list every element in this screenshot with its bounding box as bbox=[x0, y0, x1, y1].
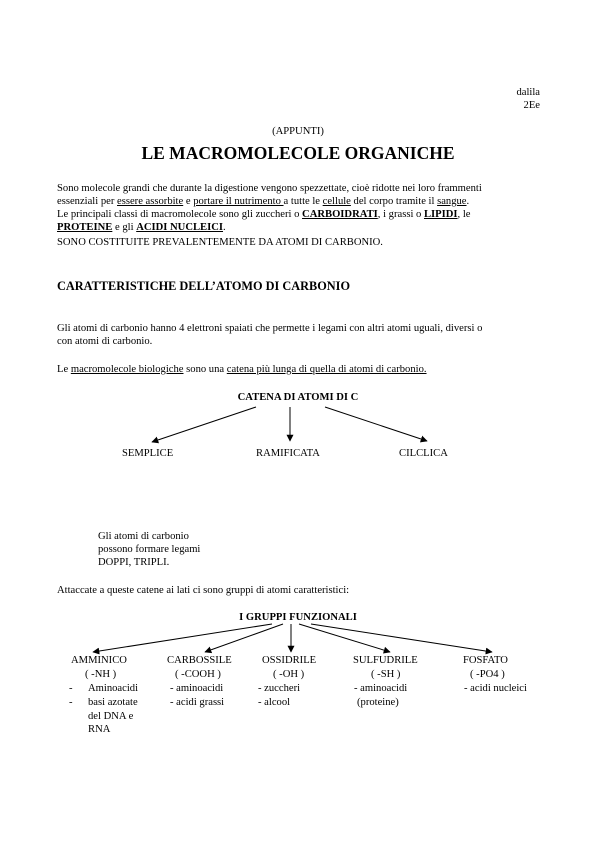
underlined-term: essere assorbite bbox=[117, 196, 184, 207]
intro-line-5: SONO COSTITUITE PREVALENTEMENTE DA ATOMI DI CARBONIO. bbox=[57, 237, 383, 248]
arrow-line bbox=[299, 624, 390, 652]
underlined-term: catena più lunga di quella di atomi di carbonio. bbox=[226, 364, 427, 375]
group-item: - aminoacidi bbox=[170, 683, 224, 694]
text: Le principali classi di macromolecole sono gli zuccheri o bbox=[57, 209, 303, 220]
arrow-line bbox=[311, 624, 492, 652]
group-item: - alcool bbox=[258, 697, 291, 708]
text: e gli bbox=[112, 222, 137, 233]
text: . bbox=[466, 196, 470, 207]
group-name-sulfudrile: SULFUDRILE bbox=[353, 655, 418, 666]
carbon-line-1: Gli atomi di carbonio hanno 4 elettroni spaiati che permette i legami con altri atomi uguali, diversi o bbox=[57, 323, 483, 334]
keyword-proteine: PROTEINE bbox=[57, 222, 113, 233]
carbon-line-2: con atomi di carbonio. bbox=[57, 336, 153, 347]
underlined-term: cellule bbox=[322, 196, 351, 207]
group-name-carbossile: CARBOSSILE bbox=[167, 655, 232, 666]
text: essenziali per bbox=[57, 196, 118, 207]
group-item: - acidi nucleici bbox=[464, 683, 527, 694]
group-formula-amminico: ( -NH ) bbox=[85, 669, 117, 680]
group-formula-ossidrile: ( -OH ) bbox=[273, 669, 305, 680]
chain-branch-semplice: SEMPLICE bbox=[122, 448, 174, 459]
text: e bbox=[183, 196, 194, 207]
group-formula-sulfudrile: ( -SH ) bbox=[371, 669, 401, 680]
underlined-term: portare il nutrimento bbox=[193, 196, 284, 207]
group-formula-fosfato: ( -PO4 ) bbox=[470, 669, 505, 680]
class-label: 2Ee bbox=[523, 100, 540, 111]
chain-diagram-title: CATENA DI ATOMI DI C bbox=[237, 392, 359, 403]
group-formula-carbossile: ( -COOH ) bbox=[175, 669, 221, 680]
bonds-note-line-1: Gli atomi di carbonio bbox=[98, 531, 189, 542]
underlined-term: sangue bbox=[437, 196, 467, 207]
group-item: - zuccheri bbox=[258, 683, 301, 694]
keyword-carboidrati: CARBOIDRATI bbox=[302, 209, 378, 220]
group-name-ossidrile: OSSIDRILE bbox=[262, 655, 317, 666]
page-title: LE MACROMOLECOLE ORGANICHE bbox=[141, 143, 455, 163]
bonds-note-line-2: possono formare legami bbox=[98, 544, 201, 555]
keyword-lipidi: LIPIDI bbox=[423, 209, 458, 220]
keyword-acidi-nucleici: ACIDI NUCLEICI bbox=[136, 222, 224, 233]
underlined-term: macromolecole biologiche bbox=[70, 364, 184, 375]
author-name: dalila bbox=[516, 87, 540, 98]
group-item: Aminoacidi bbox=[88, 683, 139, 694]
text: . bbox=[223, 222, 226, 233]
chain-branch-ramificata: RAMIFICATA bbox=[256, 448, 320, 459]
group-item: - aminoacidi bbox=[354, 683, 408, 694]
group-item: RNA bbox=[88, 724, 111, 735]
group-name-amminico: AMMINICO bbox=[71, 655, 127, 666]
intro-line-1: Sono molecole grandi che durante la digestione vengono spezzettate, cioè ridotte nei loro frammenti bbox=[57, 183, 482, 194]
group-name-fosfato: FOSFATO bbox=[463, 655, 508, 666]
groups-diagram-title: I GRUPPI FUNZIONALI bbox=[239, 612, 357, 623]
bonds-note-line-3: DOPPI, TRIPLI. bbox=[98, 557, 170, 568]
arrow-line bbox=[325, 407, 427, 441]
arrow-line bbox=[152, 407, 256, 442]
group-item: basi azotate bbox=[88, 697, 138, 708]
group-item: del DNA e bbox=[88, 711, 134, 722]
text: , i grassi o bbox=[377, 209, 424, 220]
list-bullet: - bbox=[69, 697, 73, 708]
text: a tutte le bbox=[283, 196, 323, 207]
text: Le bbox=[57, 364, 71, 375]
group-item: - acidi grassi bbox=[170, 697, 225, 708]
list-bullet: - bbox=[69, 683, 73, 694]
text: del corpo tramite il bbox=[350, 196, 438, 207]
groups-intro: Attaccate a queste catene ai lati ci sono gruppi di atomi caratteristici: bbox=[57, 585, 350, 596]
text: sono una bbox=[183, 364, 227, 375]
section-heading: CARATTERISTICHE DELL’ATOMO DI CARBONIO bbox=[57, 279, 351, 293]
chain-branch-ciclica: CILCLICA bbox=[399, 448, 448, 459]
group-item: (proteine) bbox=[357, 697, 399, 708]
title-prefix: (APPUNTI) bbox=[272, 126, 324, 137]
text: , le bbox=[457, 209, 471, 220]
